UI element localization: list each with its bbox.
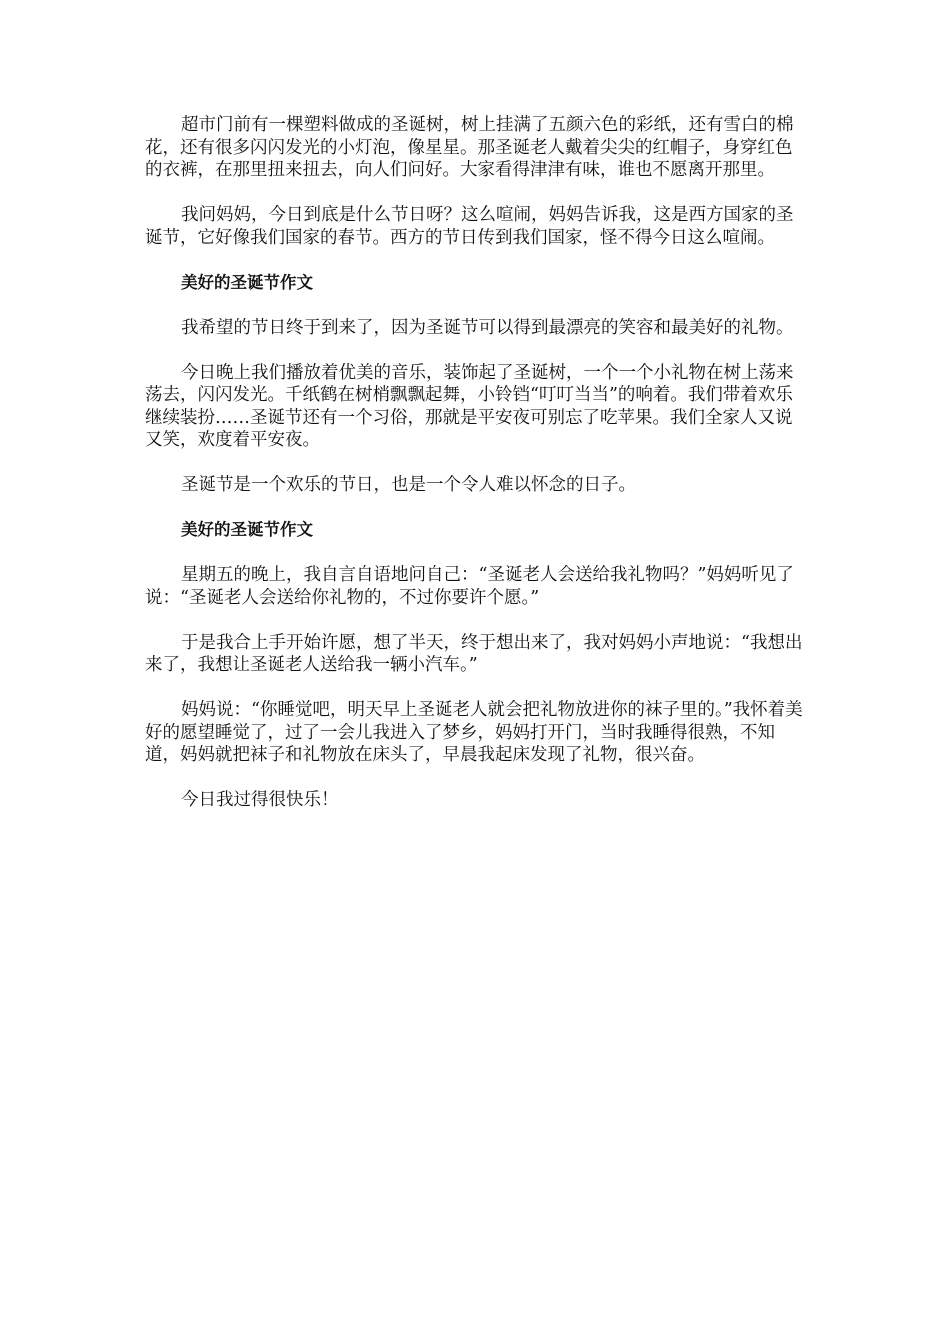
paragraph-happy-day: 今日我过得很快乐！ bbox=[181, 790, 339, 810]
paragraph-mother-says: 妈妈说：“你睡觉吧，明天早上圣诞老人就会把礼物放进你的袜子里的。”我怀着美好的愿望睡觉了，过了一会儿我进入了梦乡，妈妈打开门，当时我睡得很熟，不知道，妈妈就把袜子和礼物放在床头了，早晨我起床发现了礼物，很兴奋。 bbox=[145, 700, 803, 765]
essay-heading: 美好的圣诞节作文 bbox=[181, 520, 313, 539]
paragraph-hoped-festival: 我希望的节日终于到来了，因为圣诞节可以得到最漂亮的笑容和最美好的礼物。 bbox=[181, 317, 794, 338]
paragraph-ask-mother: 我问妈妈，今日到底是什么节日呀？这么喧闹，妈妈告诉我，这是西方国家的圣诞节，它好像我们国家的春节。西方的节日传到我们国家，怪不得今日这么喧闹。 bbox=[145, 205, 794, 248]
document-body bbox=[145, 114, 805, 834]
paragraph-decorating-tree: 今日晚上我们播放着优美的音乐，装饰起了圣诞树，一个一个小礼物在树上荡来荡去，闪闪发光。千纸鹤在树梢飘飘起舞，小铃铛“叮叮当当”的响着。我们带着欢乐继续装扮……圣诞节还有一个习俗，那就是平安夜可别忘了吃苹果。我们全家人又说又笑，欢度着平安夜。 bbox=[145, 362, 794, 450]
paragraph-supermarket-tree: 超市门前有一棵塑料做成的圣诞树，树上挂满了五颜六色的彩纸，还有雪白的棉花，还有很多闪闪发光的小灯泡，像星星。那圣诞老人戴着尖尖的红帽子，身穿红色的衣裤，在那里扭来扭去，向人们问好。大家看得津津有味，谁也不愿离开那里。 bbox=[145, 115, 794, 180]
paragraph-making-wish: 于是我合上手开始许愿，想了半天，终于想出来了，我对妈妈小声地说：“我想出来了，我想让圣诞老人送给我一辆小汽车。” bbox=[145, 632, 803, 675]
paragraph-joyful-day: 圣诞节是一个欢乐的节日，也是一个令人难以怀念的日子。 bbox=[181, 475, 636, 495]
essay-heading: 美好的圣诞节作文 bbox=[181, 272, 313, 292]
paragraph-friday-evening: 星期五的晚上，我自言自语地问自己：“圣诞老人会送给我礼物吗？”妈妈听见了说：“圣诞老人会送给你礼物的，不过你要许个愿。” bbox=[145, 565, 794, 608]
